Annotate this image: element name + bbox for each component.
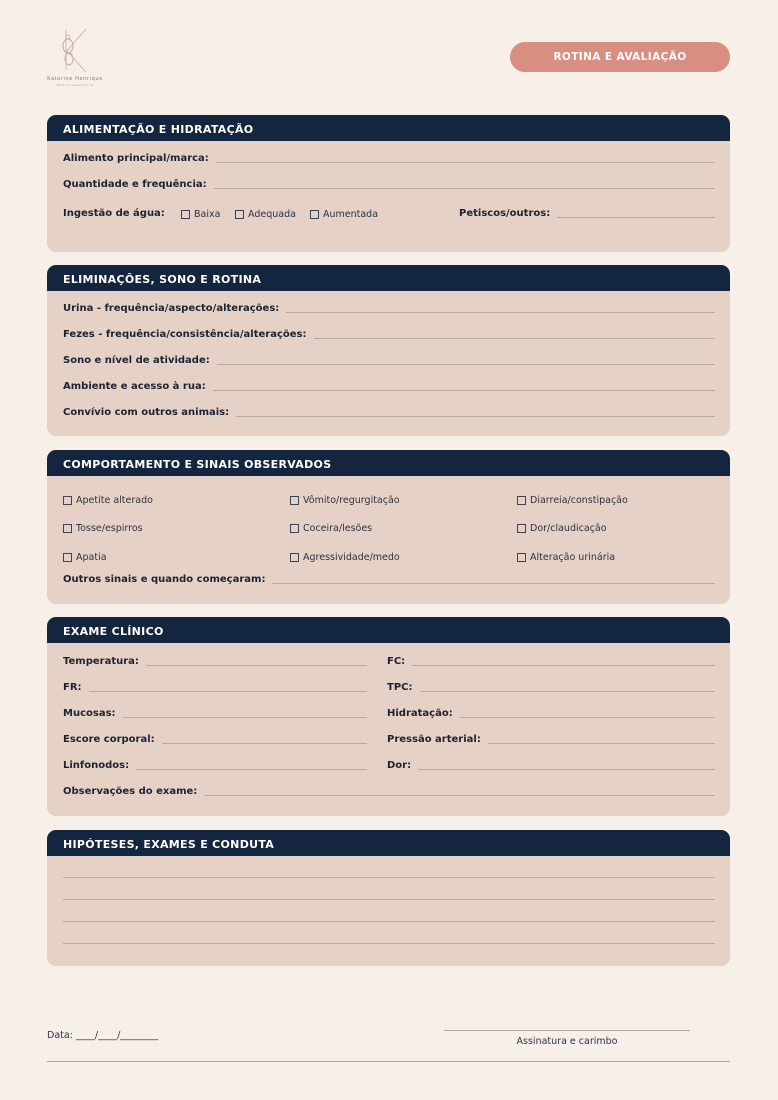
- pressao-line[interactable]: [488, 742, 715, 744]
- checkbox-icon[interactable]: [63, 524, 72, 533]
- logo-mark-icon: [44, 26, 106, 76]
- mucosas-field[interactable]: [63, 708, 367, 720]
- checkbox-label: Apetite alterado: [76, 495, 153, 506]
- checkbox-agressividade[interactable]: [290, 552, 400, 563]
- petiscos-field[interactable]: [459, 208, 715, 220]
- hidratacao-line[interactable]: [460, 716, 715, 718]
- fezes-label: Fezes - frequência/consistência/alterações:: [63, 329, 307, 340]
- checkbox-label: Alteração urinária: [530, 552, 616, 563]
- checkbox-tosse[interactable]: [63, 523, 143, 534]
- urina-label: Urina - frequência/aspecto/alterações:: [63, 303, 280, 314]
- section-alimentacao: [47, 115, 730, 252]
- dor-label: Dor:: [387, 760, 412, 771]
- date-field[interactable]: Data: ____/____/________: [47, 1030, 159, 1041]
- quantidade-field[interactable]: [63, 179, 715, 191]
- logo: [44, 26, 106, 90]
- checkbox-apatia[interactable]: [63, 552, 107, 563]
- checkbox-label: Diarreia/constipação: [530, 495, 628, 506]
- checkbox-label: Baixa: [194, 209, 221, 220]
- checkbox-icon[interactable]: [63, 553, 72, 562]
- linfonodos-line[interactable]: [136, 768, 367, 770]
- hidratacao-label: Hidratação:: [387, 708, 453, 719]
- checkbox-label: Apatia: [76, 552, 107, 563]
- section-exame: [47, 617, 730, 816]
- checkbox-dor[interactable]: [517, 523, 607, 534]
- tpc-field[interactable]: [387, 682, 715, 694]
- quantidade-label: Quantidade e frequência:: [63, 179, 207, 190]
- alimento-line[interactable]: [216, 161, 715, 163]
- fc-field[interactable]: [387, 656, 715, 668]
- fr-line[interactable]: [89, 690, 367, 692]
- checkbox-label: Adequada: [248, 209, 296, 220]
- escore-field[interactable]: [63, 734, 367, 746]
- dor-field[interactable]: [387, 760, 715, 772]
- temperatura-field[interactable]: [63, 656, 367, 668]
- outros-sinais-label: Outros sinais e quando começaram:: [63, 574, 266, 585]
- sono-field[interactable]: [63, 355, 715, 367]
- page-title: ROTINA E AVALIAÇÃO: [510, 42, 730, 72]
- observacoes-line[interactable]: [204, 794, 715, 796]
- fr-label: FR:: [63, 682, 82, 693]
- checkbox-label: Agressividade/medo: [303, 552, 400, 563]
- checkbox-icon[interactable]: [290, 496, 299, 505]
- outros-sinais-line[interactable]: [272, 582, 715, 584]
- alimento-label: Alimento principal/marca:: [63, 153, 209, 164]
- ingestao-label: Ingestão de água:: [63, 208, 165, 219]
- section-title: EXAME CLÍNICO: [47, 617, 730, 643]
- ambiente-field[interactable]: [63, 381, 715, 393]
- mucosas-line[interactable]: [123, 716, 367, 718]
- bottom-divider: [47, 1061, 730, 1062]
- checkbox-icon[interactable]: [517, 553, 526, 562]
- escore-label: Escore corporal:: [63, 734, 155, 745]
- petiscos-line[interactable]: [557, 216, 715, 218]
- temperatura-label: Temperatura:: [63, 656, 139, 667]
- fezes-line[interactable]: [314, 337, 715, 339]
- linfonodos-field[interactable]: [63, 760, 367, 772]
- ambiente-line[interactable]: [213, 389, 715, 391]
- checkbox-icon[interactable]: [517, 524, 526, 533]
- signature-line[interactable]: [444, 1030, 690, 1031]
- section-title: HIPÓTESES, EXAMES E CONDUTA: [47, 830, 730, 856]
- sono-line[interactable]: [217, 363, 715, 365]
- checkbox-icon[interactable]: [235, 210, 244, 219]
- checkbox-agua-baixa[interactable]: [181, 209, 220, 220]
- ambiente-label: Ambiente e acesso à rua:: [63, 381, 206, 392]
- fr-field[interactable]: [63, 682, 367, 694]
- outros-sinais-field[interactable]: [63, 574, 715, 586]
- temperatura-line[interactable]: [146, 664, 367, 666]
- fezes-field[interactable]: [63, 329, 715, 341]
- sono-label: Sono e nível de atividade:: [63, 355, 210, 366]
- tpc-line[interactable]: [420, 690, 716, 692]
- checkbox-vomito[interactable]: [290, 495, 400, 506]
- signature-label: Assinatura e carimbo: [516, 1036, 618, 1047]
- fc-label: FC:: [387, 656, 406, 667]
- writing-line[interactable]: [63, 921, 715, 922]
- section-title: ELIMINAÇÕES, SONO E ROTINA: [47, 265, 730, 291]
- mucosas-label: Mucosas:: [63, 708, 116, 719]
- hidratacao-field[interactable]: [387, 708, 715, 720]
- checkbox-diarreia[interactable]: [517, 495, 628, 506]
- alimento-field[interactable]: [63, 153, 715, 165]
- quantidade-line[interactable]: [214, 187, 715, 189]
- checkbox-label: Vômito/regurgitação: [303, 495, 400, 506]
- logo-name: Katarine Henrique: [47, 76, 103, 82]
- checkbox-label: Tosse/espirros: [76, 523, 143, 534]
- section-title: ALIMENTAÇÃO E HIDRATAÇÃO: [47, 115, 730, 141]
- escore-line[interactable]: [162, 742, 367, 744]
- checkbox-label: Aumentada: [323, 209, 379, 220]
- logo-subtitle: Medica Veterinaria: [56, 83, 94, 87]
- checkbox-icon[interactable]: [290, 524, 299, 533]
- checkbox-agua-adequada[interactable]: [235, 209, 296, 220]
- pressao-field[interactable]: [387, 734, 715, 746]
- petiscos-label: Petiscos/outros:: [459, 208, 551, 219]
- convivio-field[interactable]: [63, 407, 715, 419]
- observacoes-label: Observações do exame:: [63, 786, 198, 797]
- checkbox-icon[interactable]: [290, 553, 299, 562]
- checkbox-coceira[interactable]: [290, 523, 372, 534]
- dor-line[interactable]: [418, 768, 715, 770]
- checkbox-label: Dor/claudicação: [530, 523, 607, 534]
- section-eliminacoes: [47, 265, 730, 436]
- fc-line[interactable]: [412, 664, 715, 666]
- writing-line[interactable]: [63, 943, 715, 944]
- observacoes-field[interactable]: [63, 786, 715, 798]
- urina-field[interactable]: [63, 303, 715, 315]
- urina-line[interactable]: [286, 311, 715, 313]
- checkbox-icon[interactable]: [517, 496, 526, 505]
- writing-line[interactable]: [63, 877, 715, 878]
- pressao-label: Pressão arterial:: [387, 734, 481, 745]
- section-title: COMPORTAMENTO E SINAIS OBSERVADOS: [47, 450, 730, 476]
- checkbox-apetite[interactable]: [63, 495, 153, 506]
- checkbox-icon[interactable]: [310, 210, 319, 219]
- checkbox-label: Coceira/lesões: [303, 523, 373, 534]
- checkbox-icon[interactable]: [181, 210, 190, 219]
- convivio-label: Convívio com outros animais:: [63, 407, 230, 418]
- checkbox-agua-aumentada[interactable]: [310, 209, 378, 220]
- section-comportamento: [47, 450, 730, 604]
- checkbox-urinaria[interactable]: [517, 552, 615, 563]
- linfonodos-label: Linfonodos:: [63, 760, 130, 771]
- checkbox-icon[interactable]: [63, 496, 72, 505]
- convivio-line[interactable]: [236, 415, 715, 417]
- ingestao-label-wrap: [63, 208, 165, 220]
- tpc-label: TPC:: [387, 682, 413, 693]
- section-hipoteses: [47, 830, 730, 966]
- writing-line[interactable]: [63, 899, 715, 900]
